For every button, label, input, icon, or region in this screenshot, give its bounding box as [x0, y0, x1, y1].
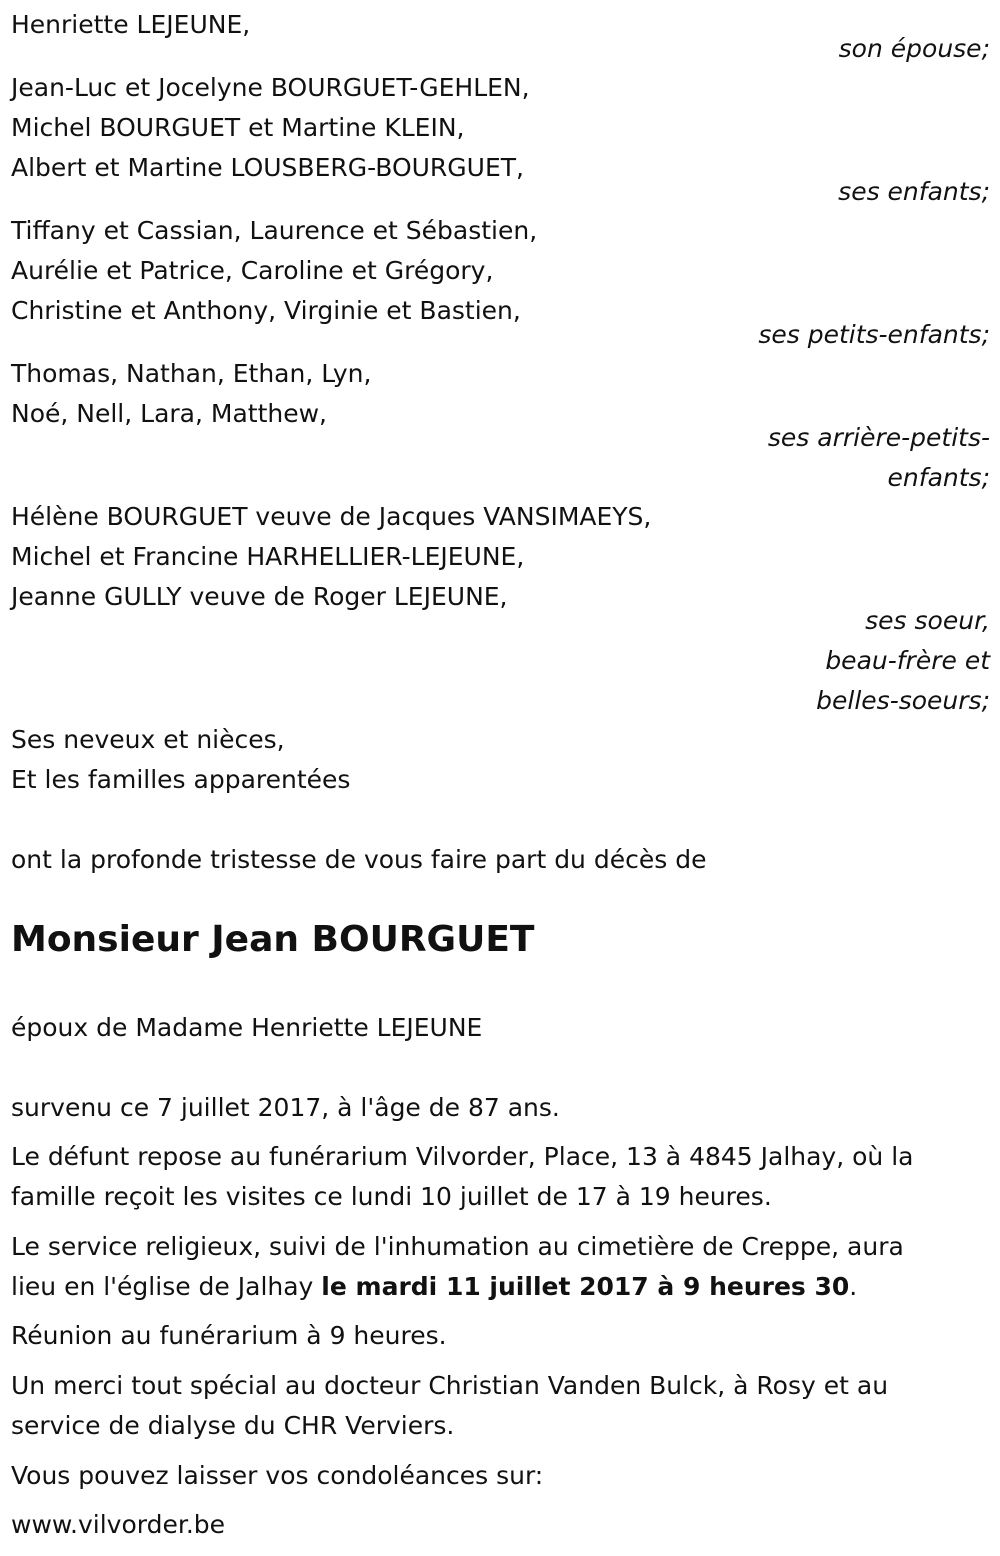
deceased-name: Monsieur Jean BOURGUET [11, 919, 535, 960]
family-name-line: Tiffany et Cassian, Laurence et Sébastien, [11, 216, 538, 245]
thanks-text: Un merci tout spécial au docteur Christian Vanden Bulck, à Rosy et au [11, 1371, 889, 1400]
family-name-line: Hélène BOURGUET veuve de Jacques VANSIMAEYS, [11, 502, 652, 531]
family-name-line: Michel et Francine HARHELLIER-LEJEUNE, [11, 542, 525, 571]
family-name-line: Christine et Anthony, Virginie et Bastien, [11, 296, 521, 325]
family-name-line: Michel BOURGUET et Martine KLEIN, [11, 113, 465, 142]
family-role: ses petits-enfants; [758, 320, 990, 349]
family-role: ses soeur, [865, 606, 990, 635]
family-name-line: Jeanne GULLY veuve de Roger LEJEUNE, [11, 582, 508, 611]
family-name-line: Aurélie et Patrice, Caroline et Grégory, [11, 256, 494, 285]
family-name-line: Albert et Martine LOUSBERG-BOURGUET, [11, 153, 524, 182]
condolences-text: Vous pouvez laisser vos condoléances sur: [11, 1461, 544, 1490]
service-datetime: le mardi 11 juillet 2017 à 9 heures 30 [321, 1272, 850, 1301]
family-role: enfants; [887, 463, 990, 492]
service-text-end: . [849, 1272, 858, 1301]
death-date-text: survenu ce 7 juillet 2017, à l'âge de 87 ans. [11, 1093, 560, 1122]
family-name-line: Henriette LEJEUNE, [11, 10, 251, 39]
website-link[interactable]: www.vilvorder.be [11, 1510, 226, 1539]
family-name-line: Thomas, Nathan, Ethan, Lyn, [11, 359, 372, 388]
family-closing-line: Et les familles apparentées [11, 765, 351, 794]
thanks-text: service de dialyse du CHR Verviers. [11, 1411, 455, 1440]
family-role: belles-soeurs; [816, 686, 990, 715]
service-text [11, 1272, 857, 1302]
family-closing-line: Ses neveux et nièces, [11, 725, 285, 754]
family-name-line: Jean-Luc et Jocelyne BOURGUET-GEHLEN, [11, 73, 530, 102]
family-name-line: Noé, Nell, Lara, Matthew, [11, 399, 327, 428]
meeting-text: Réunion au funérarium à 9 heures. [11, 1321, 447, 1350]
family-role: ses arrière-petits- [767, 423, 990, 452]
family-role: son épouse; [838, 34, 990, 63]
repose-text: famille reçoit les visites ce lundi 10 juillet de 17 à 19 heures. [11, 1182, 772, 1211]
service-text-start: lieu en l'église de Jalhay [11, 1272, 322, 1301]
family-role: ses enfants; [838, 177, 990, 206]
repose-text: Le défunt repose au funérarium Vilvorder, Place, 13 à 4845 Jalhay, où la [11, 1142, 914, 1171]
service-text: Le service religieux, suivi de l'inhumation au cimetière de Creppe, aura [11, 1232, 904, 1261]
announcement-text: ont la profonde tristesse de vous faire part du décès de [11, 845, 707, 874]
spouse-line: époux de Madame Henriette LEJEUNE [11, 1013, 483, 1042]
family-role: beau-frère et [825, 646, 990, 675]
